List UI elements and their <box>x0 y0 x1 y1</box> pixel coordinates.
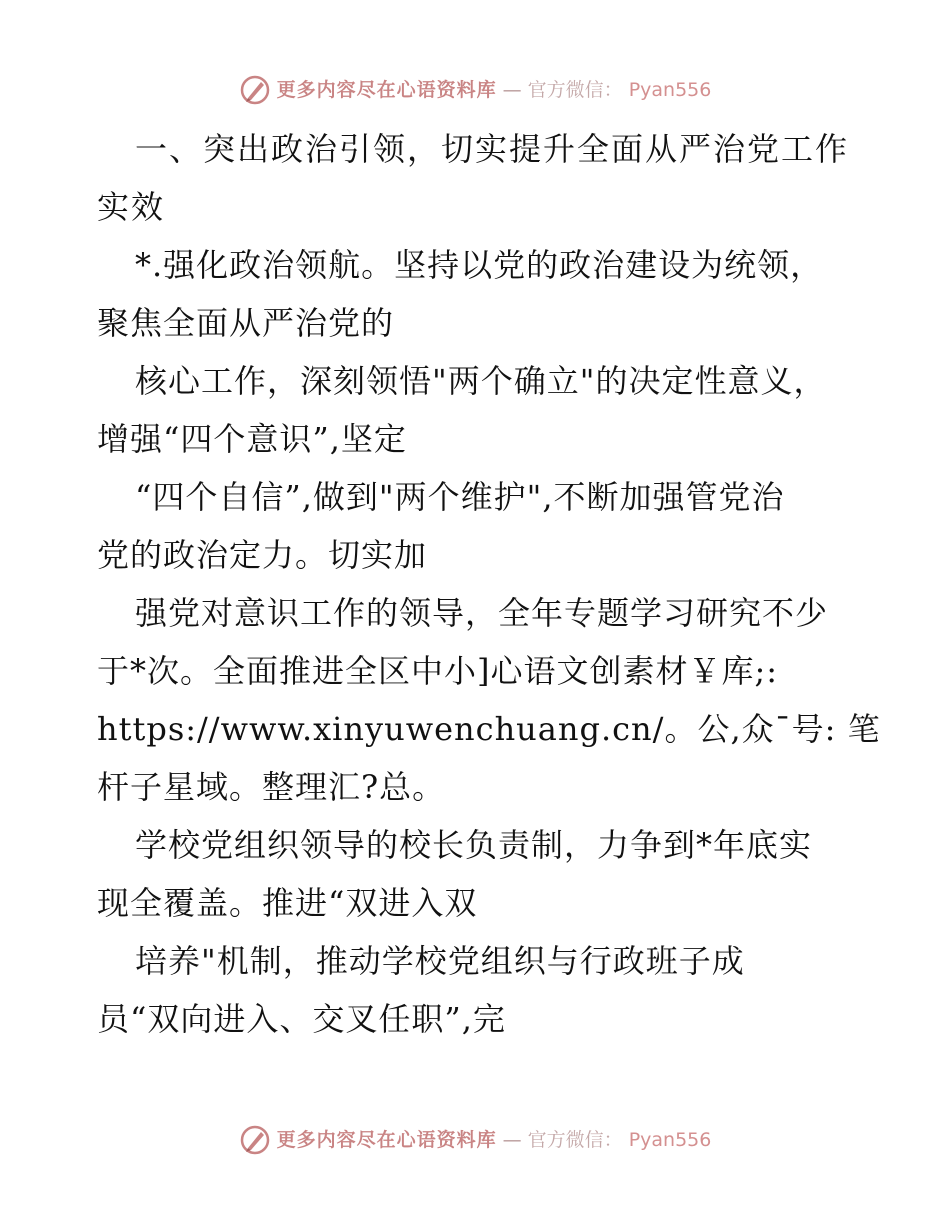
paragraph-line: 增强“四个意识”,坚定 <box>97 420 407 458</box>
paragraph-line: 聚焦全面从严治党的 <box>97 304 395 342</box>
paragraph-line: 培养"机制，推动学校党组织与行政班子成 <box>135 942 745 980</box>
paragraph-line-url: https://www.xinyuwenchuang.cn/。公,众¯号: 笔 <box>97 710 881 748</box>
paragraph-line: 核心工作，深刻领悟"两个确立"的决定性意义， <box>135 362 827 400</box>
document-body <box>97 120 881 1048</box>
watermark-sub-text: 官方微信： <box>527 79 623 101</box>
paragraph-line: 党的政治定力。切实加 <box>97 536 428 574</box>
paragraph-line: 现全覆盖。推进“双进入双 <box>97 884 478 922</box>
section-heading-continued: 实效 <box>97 188 166 226</box>
paragraph-line: “四个自信”,做到"两个维护",不断加强管党治 <box>135 478 785 516</box>
pen-logo-icon <box>239 1124 271 1156</box>
paragraph-line: 学校党组织领导的校长负责制，力争到*年底实 <box>135 826 813 864</box>
pen-logo-icon <box>239 74 271 106</box>
paragraph-line: 于*次。全面推进全区中小]心语文创素材￥库;: <box>97 652 779 690</box>
paragraph-line: 强党对意识工作的领导，全年专题学习研究不少 <box>135 594 829 632</box>
paragraph-line: 员“双向进入、交叉任职”,完 <box>97 1000 506 1038</box>
watermark-main-text: 更多内容尽在心语资料库 <box>276 1129 497 1151</box>
watermark-banner-top <box>0 72 950 108</box>
watermark-separator: — <box>502 1129 522 1151</box>
watermark-main-text: 更多内容尽在心语资料库 <box>276 79 497 101</box>
paragraph-line: 杆子星域。整理汇?总。 <box>97 768 446 806</box>
watermark-account: Pyan556 <box>628 79 712 101</box>
paragraph-line: *.强化政治领航。坚持以党的政治建设为统领， <box>135 246 824 284</box>
section-heading: 一、突出政治引领，切实提升全面从严治党工作 <box>135 130 850 168</box>
watermark-banner-bottom <box>0 1122 950 1158</box>
watermark-account: Pyan556 <box>628 1129 712 1151</box>
watermark-sub-text: 官方微信： <box>527 1129 623 1151</box>
watermark-separator: — <box>502 79 522 101</box>
